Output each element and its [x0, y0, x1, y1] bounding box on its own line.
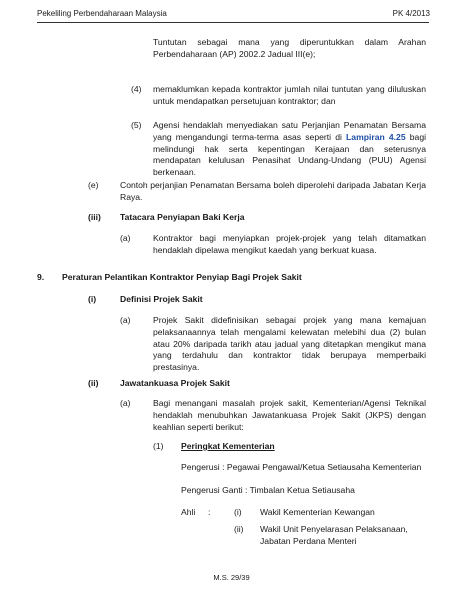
section-i-a-text: Projek Sakit didefinisikan sebagai projek yang mana kemajuan pelaksanaannya telah mengalami kelewatan melebihi dua (2) bulan atau 20% daripada tarikh atau jadual yang ditetapkan mengikut mana yang terdahulu dan kontraktor tidak berupaya memperbaiki prestasinya.: [153, 315, 426, 373]
section-ii-a-number: (a): [120, 398, 131, 408]
section-iii-a-number: (a): [120, 233, 131, 243]
ahli-colon: :: [208, 507, 211, 517]
section-iii-number: (iii): [88, 212, 101, 222]
header-title: Pekeliling Perbendaharaan Malaysia: [37, 9, 167, 18]
section-ii-a-1-heading: Peringkat Kementerian: [181, 441, 275, 451]
section-i-number: (i): [88, 294, 97, 304]
section-9-heading: Peraturan Pelantikan Kontraktor Penyiap Bagi Projek Sakit: [62, 272, 302, 282]
section-iii-heading: Tatacara Penyiapan Baki Kerja: [120, 212, 245, 222]
header-rule: [37, 22, 429, 23]
ahli-i-text: Wakil Kementerian Kewangan: [260, 507, 375, 517]
section-ii-heading: Jawatankuasa Projek Sakit: [120, 378, 230, 388]
item-e-text: Contoh perjanjian Penamatan Bersama boleh diperolehi daripada Jabatan Kerja Raya.: [120, 180, 426, 202]
item-e-number: (e): [88, 180, 99, 190]
item-5-text-after: bagi melindungi hak serta kepentingan Kerajaan dan seterusnya mendapatan kelulusan Penasihat Undang-Undang (PUU) Agensi berkenaan.: [153, 131, 427, 178]
section-ii-number: (ii): [88, 378, 99, 388]
item-5-text-before: Agensi hendaklah menyediakan satu Perjanjian Penamatan Bersama yang mengandungi terma-terma asas seperti di: [153, 120, 426, 142]
pengerusi-line: Pengerusi : Pegawai Pengawal/Ketua Setiausaha Kementerian: [181, 462, 422, 472]
section-i-a-number: (a): [120, 315, 131, 325]
item-5-text: [153, 120, 426, 179]
ahli-i-number: (i): [234, 507, 242, 517]
item-4-text: memaklumkan kepada kontraktor jumlah nilai tuntutan yang diluluskan untuk mendapatkan persetujuan kontraktor; dan: [153, 84, 426, 106]
item-5-number: (5): [131, 120, 142, 130]
section-ii-a-text: Bagi menangani masalah projek sakit, Kementerian/Agensi Teknikal hendaklah menubuhkan Jawatankuasa Projek Sakit (JKPS) dengan keahlian seperti berikut:: [153, 398, 426, 432]
lampiran-link[interactable]: Lampiran 4.25: [346, 131, 406, 142]
section-iii-a-text: Kontraktor bagi menyiapkan projek-projek yang telah ditamatkan hendaklah dipelawa mengikut kaedah yang berkuat kuasa.: [153, 233, 426, 255]
ahli-ii-text: Wakil Unit Penyelarasan Pelaksanaan, Jabatan Perdana Menteri: [260, 524, 408, 546]
section-i-heading: Definisi Projek Sakit: [120, 294, 203, 304]
page-number: M.S. 29/39: [213, 573, 250, 582]
pengerusi-ganti-line: Pengerusi Ganti : Timbalan Ketua Setiausaha: [181, 485, 355, 495]
section-ii-a-1-number: (1): [153, 441, 164, 451]
ahli-ii-number: (ii): [234, 524, 244, 534]
header-reference: PK 4/2013: [392, 9, 430, 18]
item-4-number: (4): [131, 84, 142, 94]
ahli-label: Ahli: [181, 507, 196, 517]
continued-paragraph: Tuntutan sebagai mana yang diperuntukkan dalam Arahan Perbendaharaan (AP) 2002.2 Jadual III(e);: [153, 37, 426, 59]
section-9-number: 9.: [37, 272, 45, 282]
